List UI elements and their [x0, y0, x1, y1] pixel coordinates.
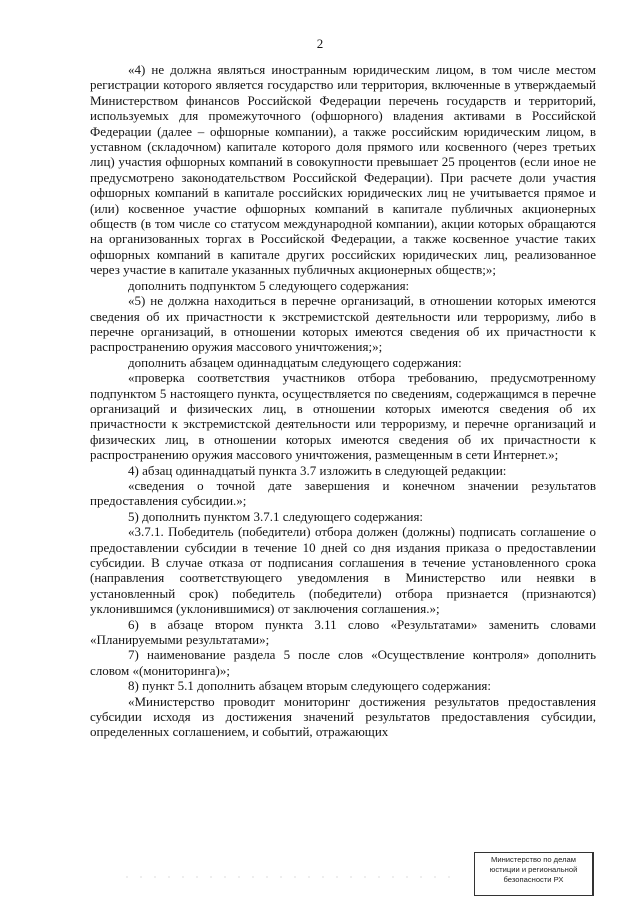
- stamp-line-1: Министерство по делам: [491, 855, 576, 864]
- paragraph-3-7-1: «3.7.1. Победитель (победители) отбора должен (должны) подписать соглашение о предоставлении субсидии в течение 10 дней со дня издания приказа о предоставлении субсидии. В случае отказа от подписания соглашения в течение установленного срока (направления соответствующего уведомления в Министерство или неявки в установленный срок) победитель (победители) отбора признается (признаются) уклонившимся (уклонившимися) от заключения соглашения.»;: [90, 524, 596, 617]
- paragraph-subitem-4: «4) не должна являться иностранным юридическим лицом, в том числе местом регистрации которого является государство или территория, включенные в утверждаемый Министерством финансов Российской Федерации перечень государств и территорий, используемых для промежуточного (офшорного) владения активами в Российской Федерации (далее – офшорные компании), а также российским юридическим лицом, в уставном (складочном) капитале которого доля прямого или косвенного (через третьих лиц) участия офшорных компаний в совокупности превышает 25 процентов (если иное не предусмотрено законодательством Российской Федерации). При расчете доли участия офшорных компаний в капитале российских юридических лиц не учитывается прямое и (или) косвенное участие офшорных компаний в капитале публичных акционерных обществ (в том числе со статусом международной компании), акции которых обращаются на организованных торгах в Российской Федерации, а также косвенное участие таких офшорных компаний в капитале других российских юридических лиц, реализованное через участие в капитале указанных публичных акционерных обществ;»;: [90, 62, 596, 278]
- document-body: [90, 62, 596, 740]
- paragraph-monitoring: «Министерство проводит мониторинг достижения результатов предоставления субсидии исходя из достижения значений результатов предоставления субсидии, определенных соглашением, и событий, отражающих: [90, 693, 596, 740]
- paragraph-item-8: 8) пункт 5.1 дополнить абзацем вторым следующего содержания:: [128, 678, 492, 694]
- page-number: 2: [316, 36, 324, 51]
- stamp-line-3: безопасности РХ: [503, 875, 564, 884]
- paragraph-verification: «проверка соответствия участников отбора требованию, предусмотренному подпунктом 5 настоящего пункта, осуществляется по сведениям, содержащимся в перечне организаций и физических лиц, в отношении которых имеются сведения об их причастности к экстремистской деятельности или терроризму, и перечне организаций и физических лиц, в отношении которых имеются сведения об их причастности к распространению оружия массового уничтожения, размещенным в сети Интернет.»;: [90, 370, 596, 463]
- stamp-line-2: юстиции и региональной: [489, 865, 578, 874]
- registration-stamp: [474, 852, 594, 896]
- paragraph-item-7: 7) наименование раздела 5 после слов «Осуществление контроля» дополнить словом «(мониторинга)»;: [90, 647, 596, 678]
- scan-dotted-line: [120, 876, 460, 878]
- paragraph-item-4: 4) абзац одиннадцатый пункта 3.7 изложить в следующей редакции:: [128, 462, 507, 478]
- paragraph-add-subitem-5: дополнить подпунктом 5 следующего содержания:: [128, 277, 410, 293]
- paragraph-add-abzac-11: дополнить абзацем одиннадцатым следующего содержания:: [128, 354, 462, 370]
- paragraph-subitem-5: «5) не должна находиться в перечне организаций, в отношении которых имеются сведения об их причастности к экстремистской деятельности или терроризму, либо в перечне организаций, в отношении которых имеются сведения об их причастности к распространению оружия массового уничтожения;»;: [90, 293, 596, 355]
- paragraph-result-info: «сведения о точной дате завершения и конечном значении результатов предоставления субсидии.»;: [90, 477, 596, 509]
- paragraph-item-6: 6) в абзаце втором пункта 3.11 слово «Результатами» заменить словами «Планируемыми результатами»;: [90, 616, 596, 648]
- paragraph-item-5: 5) дополнить пунктом 3.7.1 следующего содержания:: [128, 508, 424, 524]
